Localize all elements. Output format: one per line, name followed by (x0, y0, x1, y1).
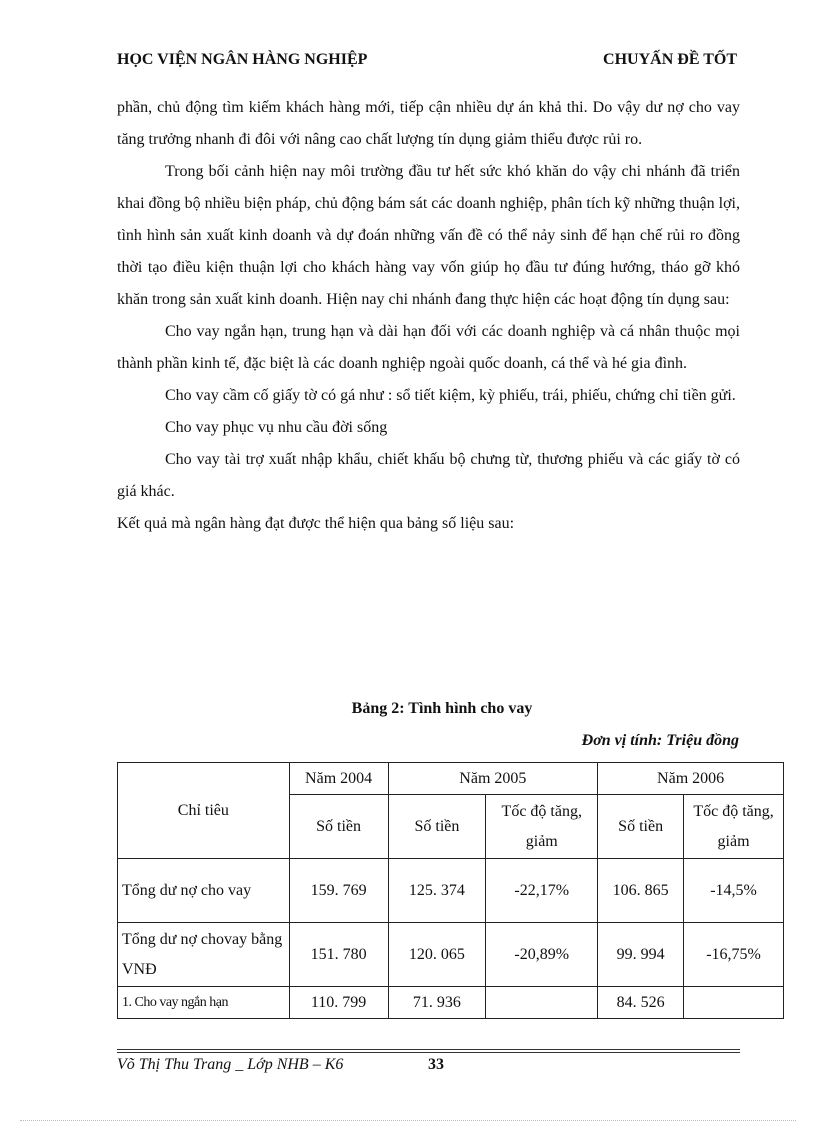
table-row (118, 923, 784, 987)
paragraph: phần, chủ động tìm kiếm khách hàng mới, tiếp cận nhiều dự án khả thi. Do vậy dư nợ cho vay tăng trưởng nhanh đi đôi với nâng cao chất lượng tín dụng giảm thiểu được rủi ro. (117, 99, 740, 148)
cell-rate: -14,5% (684, 859, 784, 923)
subheader-rate: Tốc độ tăng, giảm (486, 795, 598, 859)
page-bottom-border (20, 1120, 796, 1121)
row-label: Tổng dư nợ chovay bằng VNĐ (118, 923, 290, 987)
cell-value: 99. 994 (598, 923, 684, 987)
loan-table (117, 762, 784, 1019)
header-institution: HỌC VIỆN NGÂN HÀNG NGHIỆP (117, 51, 368, 68)
paragraph: Cho vay cầm cố giấy tờ có gá như : sổ tiết kiệm, kỳ phiếu, trái, phiếu, chứng chỉ tiền gửi. (165, 387, 736, 404)
header-indicator: Chỉ tiêu (118, 763, 290, 859)
table-unit: Đơn vị tính: Triệu đồng (581, 732, 739, 749)
cell-rate: -16,75% (684, 923, 784, 987)
cell-value: 151. 780 (289, 923, 388, 987)
paragraph: Cho vay phục vụ nhu cầu đời sống (165, 419, 388, 436)
table-caption: Bảng 2: Tình hình cho vay (351, 700, 533, 717)
cell-rate (486, 987, 598, 1019)
cell-value: 120. 065 (388, 923, 486, 987)
cell-value: 106. 865 (598, 859, 684, 923)
paragraph: Kết quả mà ngân hàng đạt được thể hiện qua bảng số liệu sau: (117, 515, 515, 532)
row-label: Tổng dư nợ cho vay (118, 859, 290, 923)
paragraph: Cho vay tài trợ xuất nhập khẩu, chiết khấu bộ chưng từ, thương phiếu và các giấy tờ có giá khác. (117, 451, 740, 500)
footer-author: Võ Thị Thu Trang _ Lớp NHB – K6 (117, 1056, 344, 1073)
header-year: Năm 2004 (289, 763, 388, 795)
cell-value: 84. 526 (598, 987, 684, 1019)
paragraph: Cho vay ngắn hạn, trung hạn và dài hạn đối với các doanh nghiệp và cá nhân thuộc mọi thành phần kinh tế, đặc biệt là các doanh nghiệp ngoài quốc doanh, cá thể và hé gia đình. (117, 323, 740, 372)
paragraph: Trong bối cảnh hiện nay môi trường đầu tư hết sức khó khăn do vậy chi nhánh đã triển khai đồng bộ nhiều biện pháp, chủ động bám sát các doanh nghiệp, phân tích kỹ những thuận lợi, tình hình sản xuất kinh doanh và dự đoán những vấn đề có thể nảy sinh để hạn chế rủi ro đồng thời tạo điều kiện thuận lợi cho khách hàng vay vốn giúp họ đầu tư đúng hướng, tháo gỡ khó khăn trong sản xuất kinh doanh. Hiện nay chi nhánh đang thực hiện các hoạt động tín dụng sau: (117, 163, 740, 308)
row-label: 1. Cho vay ngắn hạn (118, 987, 290, 1019)
subheader-amount: Số tiền (598, 795, 684, 859)
body-text (117, 92, 740, 540)
subheader-rate: Tốc độ tăng, giảm (684, 795, 784, 859)
subheader-amount: Số tiền (289, 795, 388, 859)
table-row (118, 859, 784, 923)
footer-divider (117, 1049, 740, 1050)
cell-value: 125. 374 (388, 859, 486, 923)
cell-value: 110. 799 (289, 987, 388, 1019)
page-number: 33 (428, 1056, 444, 1073)
cell-rate: -22,17% (486, 859, 598, 923)
table-header-row (118, 763, 784, 795)
cell-rate: -20,89% (486, 923, 598, 987)
header-title: CHUYẤN ĐỀ TỐT (603, 51, 737, 68)
table-row (118, 987, 784, 1019)
cell-value: 71. 936 (388, 987, 486, 1019)
footer-divider (117, 1052, 740, 1053)
header-year: Năm 2005 (388, 763, 598, 795)
cell-rate (684, 987, 784, 1019)
subheader-amount: Số tiền (388, 795, 486, 859)
header-year: Năm 2006 (598, 763, 784, 795)
cell-value: 159. 769 (289, 859, 388, 923)
